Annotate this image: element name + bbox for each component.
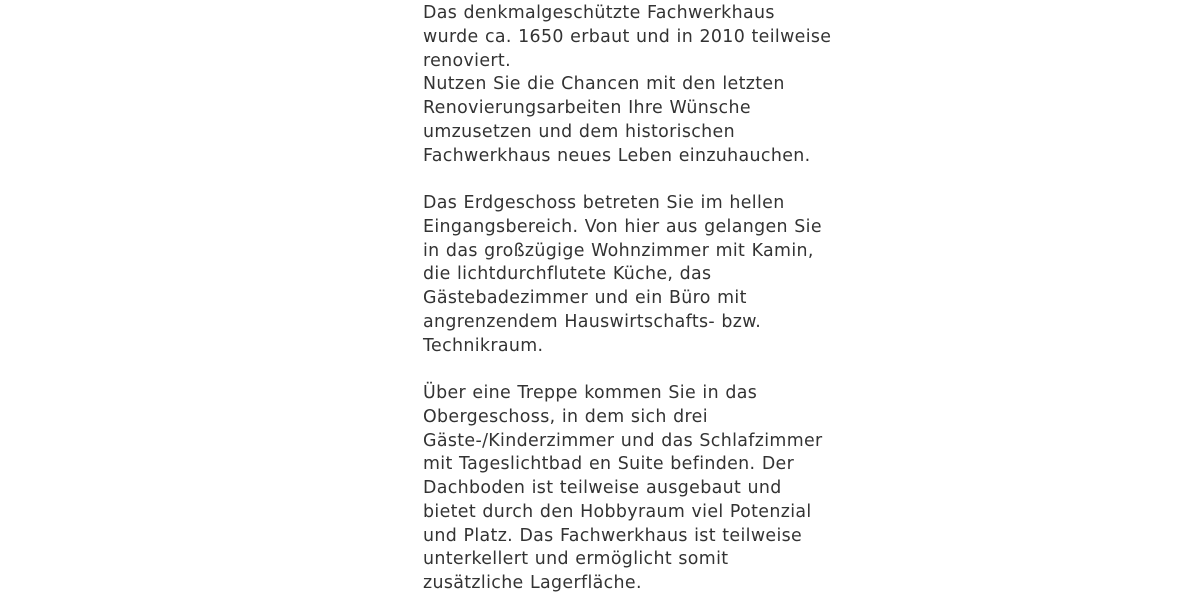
text-line: und Platz. Das Fachwerkhaus ist teilweise — [423, 525, 803, 546]
text-line: in das großzügige Wohnzimmer mit Kamin, — [423, 240, 814, 261]
text-line: Nutzen Sie die Chancen mit den letzten — [423, 74, 785, 95]
text-line: Dachboden ist teilweise ausgebaut und — [423, 478, 782, 498]
text-line: Das Erdgeschoss betreten Sie im hellen — [423, 193, 785, 213]
text-line: renoviert. — [423, 50, 511, 71]
text-line: die lichtdurchflutete Küche, das — [423, 264, 712, 285]
text-line: angrenzendem Hauswirtschafts- bzw. — [423, 311, 762, 332]
text-line: mit Tageslichtbad en Suite befinden. Der — [423, 454, 795, 475]
text-line: bietet durch den Hobbyraum viel Potenzial — [423, 501, 812, 522]
text-line: unterkellert und ermöglicht somit — [423, 549, 729, 570]
paragraph-ground-floor — [423, 192, 822, 358]
text-line: umzusetzen und dem historischen — [423, 121, 735, 142]
text-line: Das denkmalgeschützte Fachwerkhaus — [423, 3, 775, 23]
paragraph-upper-floor — [423, 382, 823, 596]
description-text-column — [423, 2, 832, 596]
paragraph-history — [423, 2, 832, 168]
text-line: Technikraum. — [423, 335, 544, 356]
text-line: wurde ca. 1650 erbaut und in 2010 teilweise — [423, 26, 832, 47]
text-line: Renovierungsarbeiten Ihre Wünsche — [423, 98, 751, 118]
text-line: Obergeschoss, in dem sich drei — [423, 406, 708, 427]
text-line: Über eine Treppe kommen Sie in das — [423, 383, 758, 403]
text-line: zusätzliche Lagerfläche. — [423, 573, 642, 593]
text-line: Fachwerkhaus neues Leben einzuhauchen. — [423, 145, 811, 166]
text-line: Gästebadezimmer und ein Büro mit — [423, 288, 747, 308]
text-line: Gäste-/Kinderzimmer und das Schlafzimmer — [423, 430, 823, 451]
text-line: Eingangsbereich. Von hier aus gelangen Sie — [423, 216, 822, 237]
